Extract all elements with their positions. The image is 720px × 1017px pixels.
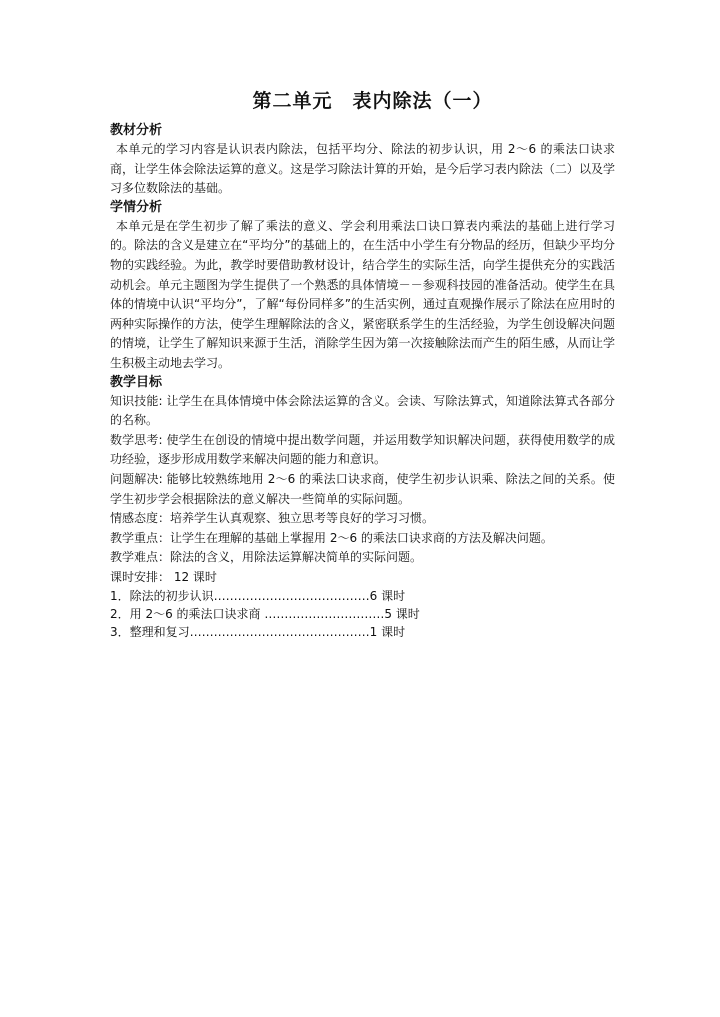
teaching-key-point: 教学重点：让学生在理解的基础上掌握用 2～6 的乘法口诀求商的方法及解决问题。 (110, 530, 553, 545)
section-heading: 教材分析 (110, 123, 163, 138)
schedule-list (110, 587, 615, 641)
goal-problem-solving: 问题解决: 能够比较熟练地用 2～6 的乘法口诀求商，使学生初步认识乘、除法之间的关系。使学生初步学会根据除法的意义解决一些简单的实际问题。 (110, 471, 615, 506)
section-teaching-goals (110, 374, 615, 588)
schedule-item: 3．整理和复习………………………………………1 课时 (110, 625, 406, 640)
document-page (110, 88, 615, 641)
section-learner-analysis (110, 199, 615, 374)
goal-attitude: 情感态度：培养学生认真观察、独立思考等良好的学习习惯。 (110, 511, 435, 526)
teaching-difficulty: 教学难点：除法的含义，用除法运算解决简单的实际问题。 (110, 550, 423, 565)
lesson-hours: 课时安排： 12 课时 (110, 569, 217, 584)
section-paragraph: 本单元是在学生初步了解了乘法的意义、学会利用乘法口诀口算表内乘法的基础上进行学习的。除法的含义是建立在“平均分”的基础上的，在生活中小学生有分物品的经历，但缺少平均分物的实践经验。为此，教学时要借助教材设计，结合学生的实际生活，向学生提供充分的实践活动机会。单元主题图为学生提供了一个熟悉的具体情境－－参观科技园的准备活动。使学生在具体的情境中认识“平均分”，了解“每份同样多”的生活实例，通过直观操作展示了除法在应用时的两种实际操作的方法，使学生理解除法的含义，紧密联系学生的生活经验，为学生创设解决问题的情境，让学生了解知识来源于生活，消除学生因为第一次接触除法而产生的陌生感，从而让学生积极主动地去学习。 (110, 218, 615, 370)
section-heading: 教学目标 (110, 374, 163, 390)
goal-knowledge-skills: 知识技能: 让学生在具体情境中体会除法运算的含义。会读、写除法算式，知道除法算式各部分的名称。 (110, 393, 615, 428)
section-textbook-analysis (110, 122, 615, 199)
schedule-item: 1．除法的初步认识…………………………………6 课时 (110, 589, 406, 604)
schedule-item: 2．用 2～6 的乘法口诀求商 …………………………5 课时 (110, 607, 420, 622)
section-paragraph: 本单元的学习内容是认识表内除法，包括平均分、除法的初步认识，用 2～6 的乘法口诀求商，让学生体会除法运算的意义。这是学习除法计算的开始，是今后学习表内除法（二）以及学习多位数除法的基础。 (110, 142, 615, 196)
document-title: 第二单元 表内除法（一） (252, 90, 493, 112)
section-heading: 学情分析 (110, 199, 163, 215)
goal-math-thinking: 数学思考: 使学生在创设的情境中提出数学问题，并运用数学知识解决问题，获得使用数学的成功经验，逐步形成用数学来解决问题的能力和意识。 (110, 432, 615, 467)
